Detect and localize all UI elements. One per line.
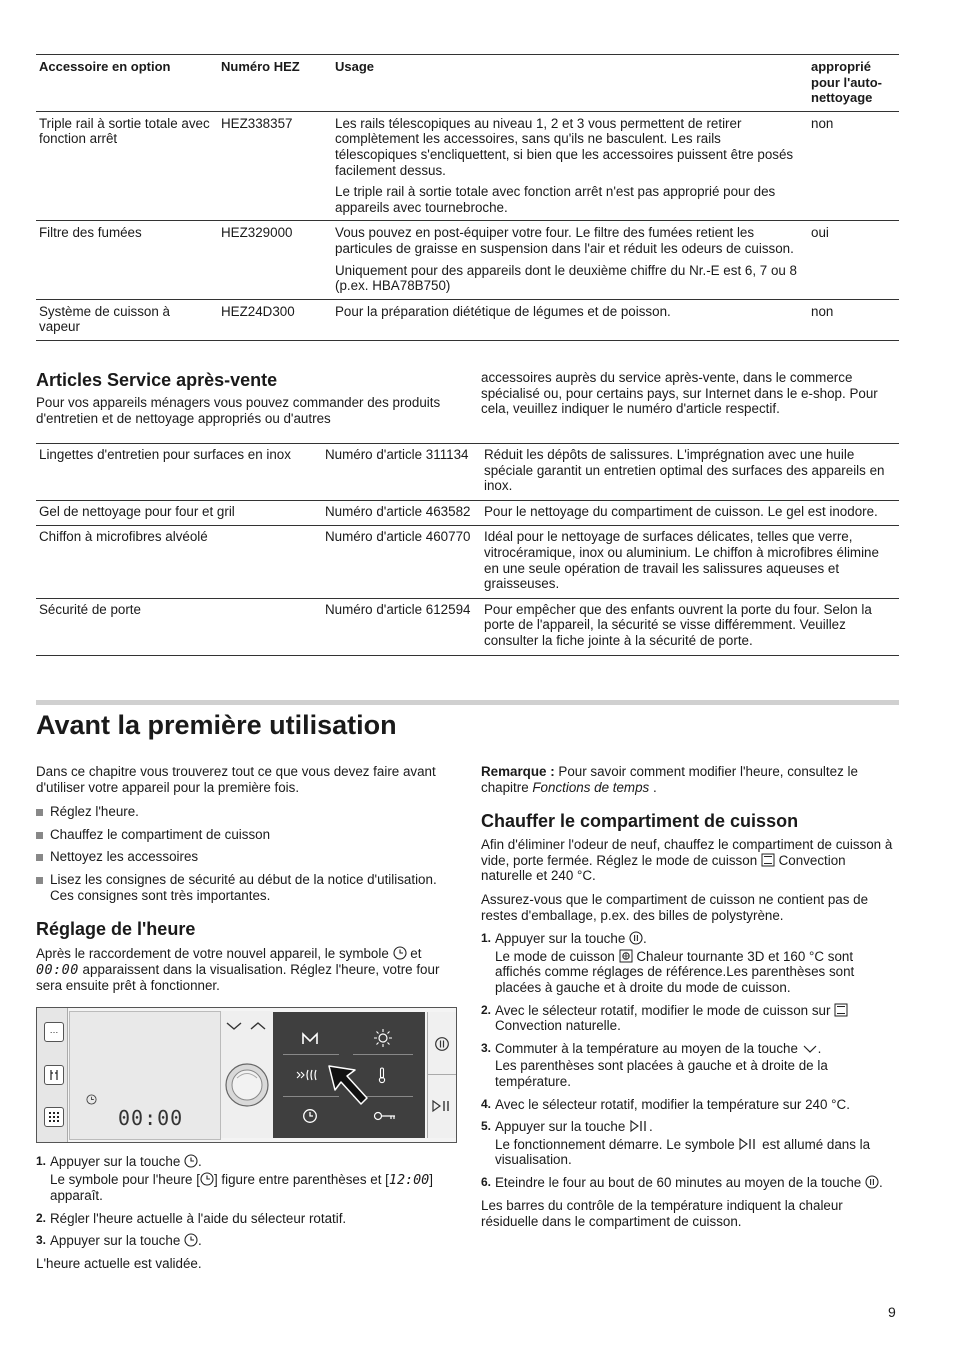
list-item: 1. Appuyer sur la touche . Le symbole pour l'heure [ ] figure entre parenthèses et [12:00] apparaît. — [36, 1154, 456, 1204]
usage-text: Le triple rail à sortie totale avec fonction arrêt n'est pas approprié pour des appareils avec tournebroche. — [335, 184, 776, 215]
heat-paragraph — [481, 837, 899, 884]
step-text: . — [879, 1174, 883, 1190]
step-detail — [495, 949, 899, 996]
step-detail-text: ] apparaît. — [50, 1171, 433, 1204]
divider — [428, 1074, 456, 1075]
usage-text: Pour la préparation diététique de légumes et de poisson. — [335, 303, 671, 319]
rotary-selector-knob[interactable] — [223, 1060, 271, 1110]
display-clock-icon — [86, 1094, 97, 1105]
power-icon — [629, 931, 643, 945]
hez-number: HEZ24D300 — [221, 303, 295, 319]
service-text-right: accessoires auprès du service après-vente, dans le commerce spécialisé ou, pour certains pays, sur Internet dans le e-shop. Pour cela, veuillez indiquer le numéro d'article respectif. — [481, 370, 878, 417]
step-text: . — [643, 931, 647, 947]
step-text: . — [817, 1040, 822, 1056]
table-row — [36, 221, 899, 299]
step-number: 1. — [36, 1154, 47, 1168]
step-text: Régler l'heure actuelle à l'aide du sélecteur rotatif. — [50, 1210, 347, 1226]
list-item — [481, 1097, 899, 1113]
step-detail — [495, 1137, 899, 1168]
dial-area — [221, 1011, 273, 1138]
more-options-button[interactable]: … — [44, 1022, 64, 1042]
clock-steps — [36, 1154, 456, 1272]
article-desc: Réduit les dépôts de salissures. L'imprégnation avec une huile spéciale garantit un entretien optimal des surfaces des appareils en inox. — [484, 447, 885, 494]
table-row — [36, 500, 899, 526]
time-glyph: 12:00 — [388, 1172, 430, 1188]
pointer-arrow-icon — [325, 1060, 371, 1110]
list-item: 3. Appuyer sur la touche . — [36, 1233, 202, 1249]
service-table — [36, 443, 899, 656]
clock-footer: L'heure actuelle est validée. — [36, 1255, 202, 1271]
step-text: . — [649, 1119, 653, 1135]
clock-intro-text: apparaissent dans la visualisation. Réglez l'heure, votre four sera ensuite prêt à fonctionner. — [36, 961, 440, 994]
note-reference: Fonctions de temps — [532, 779, 650, 795]
article-number: Numéro d'article 463582 — [325, 503, 471, 519]
column-header: Numéro HEZ — [221, 59, 300, 74]
step-detail-text: Le symbole pour l'heure [ — [50, 1171, 200, 1187]
table-row — [36, 111, 899, 221]
clock-icon — [393, 946, 407, 960]
step-detail-text: Le mode de cuisson — [495, 948, 615, 964]
clock-icon — [200, 1172, 214, 1186]
step-text: Avec le sélecteur rotatif, modifier la température sur 240 °C. — [495, 1096, 850, 1112]
list-item — [481, 931, 899, 995]
table-row — [36, 598, 899, 655]
timer-clock-icon[interactable] — [302, 1108, 318, 1124]
usage-cell — [332, 299, 808, 340]
fast-preheat-icon[interactable] — [295, 1068, 325, 1082]
article-name: Sécurité de porte — [39, 601, 141, 617]
note — [481, 764, 899, 795]
article-name: Chiffon à microfibres alvéolé — [39, 529, 208, 545]
touch-panel — [273, 1012, 425, 1138]
heat-title: Chauffer le compartiment de cuisson — [481, 811, 799, 832]
list-item — [481, 1175, 899, 1191]
clock-intro — [36, 946, 456, 994]
accessory-name: Triple rail à sortie totale avec fonction arrêt — [39, 115, 210, 147]
step-number: 1. — [481, 931, 492, 946]
article-name: Gel de nettoyage pour four et gril — [39, 503, 235, 519]
chevron-down-icon — [802, 1043, 818, 1055]
column-header: Accessoire en option — [39, 59, 171, 74]
right-column — [481, 764, 899, 1230]
heat-footer: Les barres du contrôle de la température indiquent la chaleur résiduelle dans le compartiment de cuisson. — [481, 1198, 843, 1230]
time-glyph: 00:00 — [36, 962, 79, 978]
list-item: Nettoyez les accessoires — [36, 849, 456, 865]
service-title: Articles Service après-vente — [36, 370, 278, 390]
grid-button[interactable] — [44, 1107, 64, 1127]
chevron-up-icon[interactable] — [249, 1020, 267, 1032]
step-number: 4. — [481, 1096, 492, 1111]
article-desc: Pour empêcher que des enfants ouvrent la porte du four. Selon la porte de l'appareil, la sécurité se visse différemment. Veuillez consulter la fiche jointe à la sécurité de porte. — [484, 601, 872, 648]
suitable-value: non — [811, 303, 834, 319]
step-detail-text: Le fonctionnement démarre. Le symbole — [495, 1136, 735, 1152]
accessory-name: Système de cuisson à vapeur — [39, 303, 170, 335]
table-row — [36, 526, 899, 598]
right-button-strip — [427, 1012, 456, 1138]
article-desc: Idéal pour le nettoyage de surfaces délicates, telles que verre, vitrocéramique, inox ou aluminium. Le chiffon à microfibres élimine en une seule opération de travail les salissures aqueuses et graisseuses. — [484, 529, 879, 592]
table-header-row — [36, 55, 899, 112]
power-button[interactable] — [434, 1036, 450, 1052]
chevron-down-icon[interactable] — [225, 1020, 243, 1032]
accessory-name: Filtre des fumées — [39, 225, 142, 241]
start-pause-icon — [629, 1119, 649, 1133]
step-text: Eteindre le four au bout de 60 minutes au moyen de la touche — [495, 1174, 862, 1190]
step-number: 3. — [36, 1233, 47, 1248]
heat-text: Afin d'éliminer l'odeur de neuf, chauffez le compartiment de cuisson à vide, porte fermée. Réglez le mode de cuisson — [481, 837, 893, 868]
start-pause-button[interactable] — [431, 1099, 453, 1113]
suitable-value: oui — [811, 225, 829, 241]
key-lock-icon[interactable] — [373, 1110, 397, 1122]
list-item — [481, 1041, 899, 1090]
left-column — [36, 764, 456, 994]
hez-number: HEZ329000 — [221, 225, 293, 241]
oven-control-panel — [36, 1007, 457, 1143]
list-item — [36, 1211, 456, 1227]
list-item — [481, 1003, 899, 1034]
clock-icon — [184, 1154, 198, 1168]
clock-icon — [184, 1233, 198, 1247]
grid-icon — [45, 1108, 63, 1126]
step-text: Appuyer sur la touche — [50, 1233, 181, 1249]
step-list — [481, 931, 899, 1190]
start-pause-icon — [738, 1137, 758, 1151]
step-detail-text: ] figure entre parenthèses et [ — [213, 1171, 389, 1187]
list-item: Lisez les consignes de sécurité au début de la notice d'utilisation. Ces consignes sont très importantes. — [36, 872, 456, 903]
divider — [353, 1054, 413, 1055]
note-text: Pour savoir comment modifier l'heure, consultez le chapitre — [481, 764, 858, 795]
article-name: Lingettes d'entretien pour surfaces en inox — [39, 447, 291, 462]
step-text: Convection naturelle. — [495, 1018, 621, 1034]
step-text: Appuyer sur la touche — [495, 931, 626, 947]
step-detail-text: Chaleur tournante 3D et 160 °C sont affichés comme réglages de référence.Les parenthèses sont placées à gauche et à droite du mode de cuisson. — [495, 948, 855, 995]
usage-cell — [332, 111, 808, 221]
display-time: 00:00 — [118, 1106, 184, 1130]
usage-text: Uniquement pour des appareils dont le deuxième chiffre du Nr.-E est 6, 7 ou 8 (p.ex. HBA78B750) — [335, 262, 798, 294]
thermometer-icon[interactable] — [377, 1066, 387, 1084]
shelf-button[interactable] — [44, 1065, 64, 1085]
step-list — [36, 1154, 456, 1249]
list-item: Chauffez le compartiment de cuisson — [36, 827, 456, 843]
article-number: Numéro d'article 612594 — [325, 601, 471, 617]
accessory-table — [36, 54, 899, 341]
column-header: approprié pour l'auto-nettoyage — [811, 59, 882, 106]
step-number: 5. — [481, 1119, 492, 1134]
step-detail — [50, 1172, 456, 1204]
heat-paragraph: Assurez-vous que le compartiment de cuisson ne contient pas de restes d'emballage, p.ex. des billes de polystyrène. — [481, 891, 869, 923]
step-text: Commuter à la température au moyen de la touche — [495, 1040, 798, 1056]
shelf-icon — [45, 1066, 63, 1084]
step-detail: Les parenthèses sont placées à gauche et à droite de la température. — [495, 1058, 828, 1089]
conventional-heat-icon — [834, 1003, 848, 1017]
article-desc: Pour le nettoyage du compartiment de cuisson. Le gel est inodore. — [484, 503, 878, 519]
menu-m-icon[interactable] — [301, 1032, 319, 1046]
note-text: . — [652, 779, 657, 795]
page-number: 9 — [888, 1304, 896, 1320]
suitable-value: non — [811, 115, 834, 131]
conventional-heat-icon — [761, 853, 775, 867]
clock-intro-text: et — [410, 946, 422, 962]
article-number: Numéro d'article 311134 — [325, 447, 469, 462]
chapter-rule — [36, 700, 899, 705]
hez-number: HEZ338357 — [221, 115, 293, 131]
step-number: 6. — [481, 1174, 492, 1189]
display-screen — [69, 1011, 221, 1140]
clock-intro-text: Après le raccordement de votre nouvel appareil, le symbole — [36, 946, 389, 962]
usage-cell — [332, 221, 808, 299]
table-row — [36, 299, 899, 340]
step-number: 3. — [481, 1040, 492, 1055]
usage-text: Vous pouvez en post-équiper votre four. Le filtre des fumées retient les particules de graisse en suspension dans l'air et réduit les odeurs de cuisson. — [335, 225, 794, 256]
light-icon[interactable] — [373, 1028, 393, 1048]
step-number: 2. — [36, 1210, 47, 1225]
heat-text: Convection naturelle et 240 °C. — [481, 852, 846, 884]
divider — [283, 1054, 339, 1055]
service-text-left: Pour vos appareils ménagers vous pouvez commander des produits d'entretien et de nettoyage appropriés ou d'autres — [36, 395, 441, 426]
step-text: Appuyer sur la touche — [495, 1119, 626, 1135]
power-icon — [865, 1175, 879, 1189]
clock-title: Réglage de l'heure — [36, 919, 196, 940]
table-row — [36, 444, 899, 501]
step-text: Avec le sélecteur rotatif, modifier le mode de cuisson sur — [495, 1002, 831, 1018]
article-number: Numéro d'article 460770 — [325, 529, 471, 545]
list-item: Réglez l'heure. — [36, 804, 456, 820]
note-label: Remarque : — [481, 764, 555, 779]
bullet-list — [36, 804, 456, 903]
step-detail-text: est allumé dans la visualisation. — [495, 1136, 871, 1168]
list-item — [481, 1119, 899, 1168]
step-number: 2. — [481, 1002, 492, 1017]
3d-hot-air-icon — [619, 949, 633, 963]
column-header: Usage — [335, 59, 375, 74]
usage-text: Les rails télescopiques au niveau 1, 2 et 3 vous permettent de retirer complètement les accessoires, sans qu'ils ne basculent. Les rails télescopiques s'encliquettent, si bien que les accessoires puissent être posés facilement dessus. — [335, 115, 794, 178]
chapter-intro: Dans ce chapitre vous trouverez tout ce que vous devez faire avant d'utiliser votre appareil pour la première fois. — [36, 764, 436, 795]
step-text: Appuyer sur la touche — [50, 1154, 181, 1169]
chapter-title: Avant la première utilisation — [36, 710, 397, 740]
